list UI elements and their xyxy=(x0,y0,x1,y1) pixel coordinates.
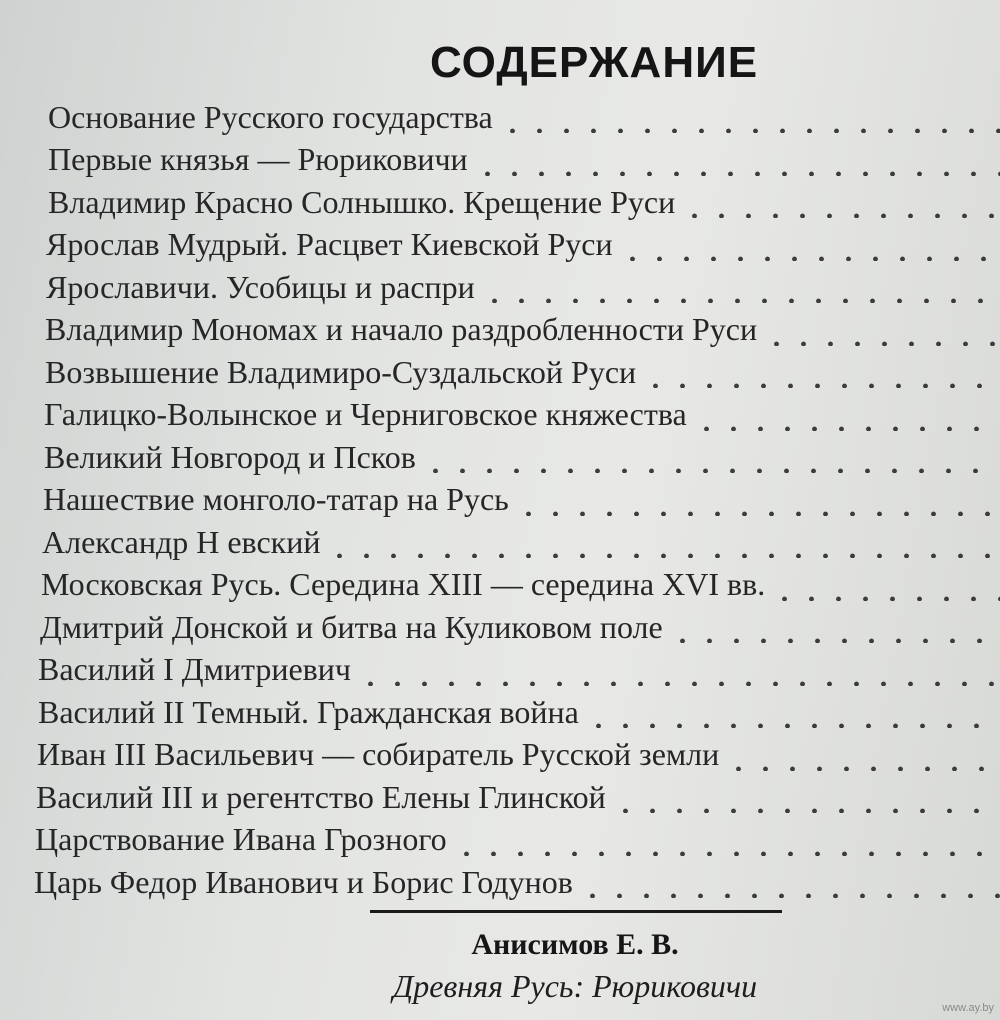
toc-entry-label: Василий II Темный. Гражданская война xyxy=(38,693,579,730)
toc-entry xyxy=(0,819,1000,862)
toc-entry-label: Василий III и регентство Елены Глинской xyxy=(36,778,606,815)
toc-leader-dots xyxy=(725,739,1000,771)
toc-entry xyxy=(0,776,1000,819)
toc-leader-dots xyxy=(642,356,1000,388)
toc-entry xyxy=(0,734,1000,777)
toc-entry-label: Московская Русь. Середина XIII — середина XVI вв. xyxy=(41,566,766,603)
toc-entry-label: Ярославичи. Усобицы и распри xyxy=(46,268,475,305)
toc-leader-dots xyxy=(771,569,1000,601)
toc-entry-label: Ярослав Мудрый. Расцвет Киевской Руси xyxy=(46,226,613,263)
toc-entry xyxy=(0,564,1000,607)
toc-entry-label: Владимир Мономах и начало раздробленности Руси xyxy=(45,311,758,348)
toc-entry-label: Первые князья — Рюриковичи xyxy=(48,141,468,178)
toc-leader-dots xyxy=(326,526,1000,558)
toc-entry xyxy=(0,139,1000,182)
toc-leader-dots xyxy=(579,866,1000,898)
toc-entry xyxy=(0,96,1000,139)
toc-entry-label: Александр Н евский xyxy=(42,523,321,560)
toc-entry xyxy=(0,266,1000,309)
toc-entry xyxy=(0,181,1000,224)
toc-entry xyxy=(0,351,1000,394)
toc-entry xyxy=(0,309,1000,352)
toc-leader-dots xyxy=(422,441,1000,473)
toc-entry-label: Великий Новгород и Псков xyxy=(44,438,416,475)
toc-leader-dots xyxy=(474,144,1000,176)
toc-entry-label: Галицко-Волынское и Черниговское княжества xyxy=(44,396,687,433)
toc-entry-label: Василий I Дмитриевич xyxy=(38,651,351,688)
toc-entry xyxy=(0,521,1000,564)
book-title: Древняя Русь: Рюриковичи xyxy=(392,968,758,1004)
toc-leader-dots xyxy=(619,229,1000,261)
page-title: СОДЕРЖАНИЕ xyxy=(430,38,759,87)
toc-leader-dots xyxy=(763,314,1000,346)
toc-entry xyxy=(0,606,1000,649)
toc-entry xyxy=(0,691,1000,734)
toc-entry xyxy=(0,649,1000,692)
divider-rule xyxy=(370,910,782,913)
toc-leader-dots xyxy=(669,611,1000,643)
toc-leader-dots xyxy=(515,484,1000,516)
toc-entry-label: Нашествие монголо-татар на Русь xyxy=(43,481,509,518)
author-name: Анисимов Е. В. xyxy=(471,928,679,961)
toc-entry xyxy=(0,394,1000,437)
toc-entry-label: Царь Федор Иванович и Борис Годунов xyxy=(34,863,573,900)
toc-leader-dots xyxy=(681,186,1000,218)
toc-leader-dots xyxy=(499,101,1000,133)
toc-leader-dots xyxy=(357,654,1000,686)
table-of-contents xyxy=(0,96,1000,904)
toc-entry-label: Царствование Ивана Грозного xyxy=(35,821,447,858)
toc-leader-dots xyxy=(481,271,1000,303)
toc-entry-label: Возвышение Владимиро-Суздальской Руси xyxy=(45,353,637,390)
toc-entry-label: Иван III Васильевич — собиратель Русской земли xyxy=(37,736,720,773)
toc-entry-label: Владимир Красно Солнышко. Крещение Руси xyxy=(48,183,676,220)
watermark: www.ay.by xyxy=(942,1002,994,1014)
toc-entry xyxy=(0,436,1000,479)
toc-entry xyxy=(0,861,1000,904)
toc-leader-dots xyxy=(612,781,1000,813)
toc-entry-label: Основание Русского государства xyxy=(48,98,493,135)
toc-leader-dots xyxy=(693,399,1000,431)
toc-leader-dots xyxy=(585,696,1000,728)
toc-entry-label: Дмитрий Донской и битва на Куликовом поле xyxy=(40,608,663,645)
toc-leader-dots xyxy=(453,824,1000,856)
toc-entry xyxy=(0,479,1000,522)
toc-entry xyxy=(0,224,1000,267)
